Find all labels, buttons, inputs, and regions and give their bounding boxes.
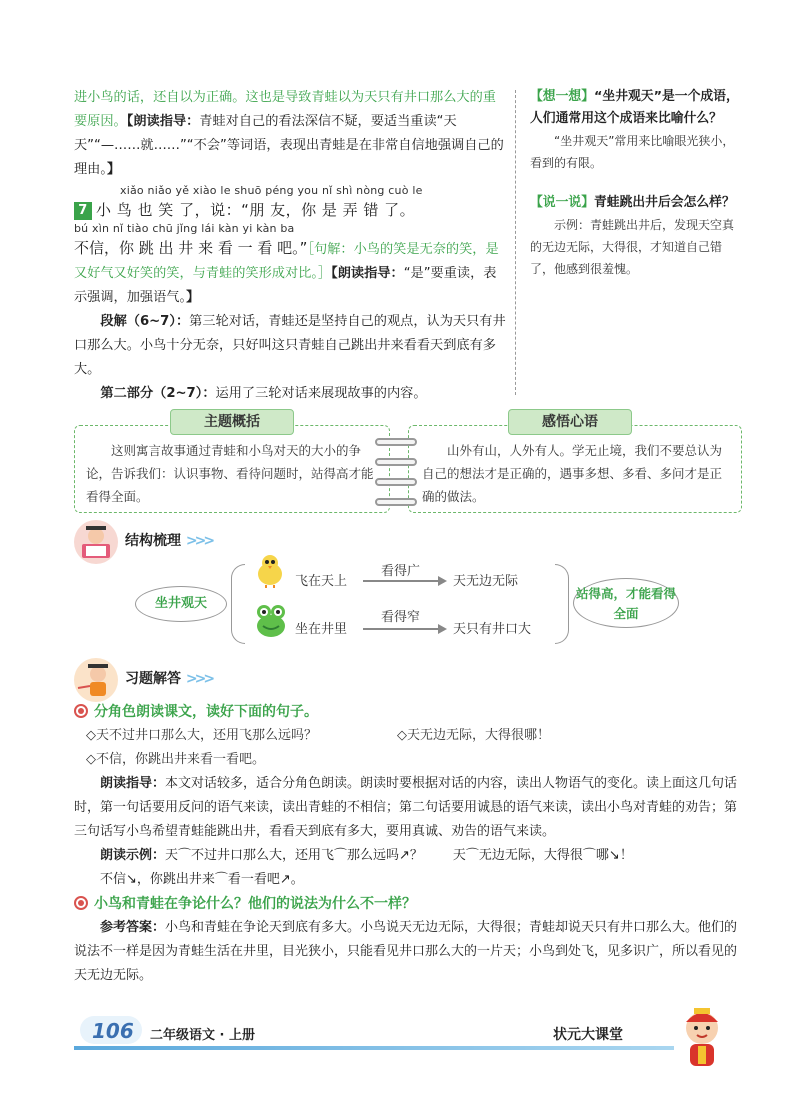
- footer-rule: [74, 1046, 674, 1050]
- arrow-right-icon: [363, 628, 445, 630]
- say-answer: 示例：青蛙跳出井后，发现天空真的无边无际，大得很，才知道自己错了，他感到很羞愧。: [530, 218, 735, 276]
- guide-text: 本文对话较多，适合分角色朗读。朗读时要根据对话的内容，读出人物语气的变化。读上面这几句话时，第一句话要用反问的语气来读，读出青蛙的不相信；第二句话要用诚恳的语气来读，读出小鸟对青蛙的劝告；第三句话写小鸟希望青蛙能跳出井，看看天到底有多大，要用真诚、劝告的语气来读。: [74, 776, 738, 839]
- reading-guide: [74, 772, 742, 844]
- example-line-2: 天⌒无边无际，大得很⌒哪↘！: [452, 848, 633, 863]
- frog-view-label: 看得窄: [381, 610, 421, 625]
- section-summary: [74, 310, 506, 382]
- part-summary: [74, 382, 506, 406]
- exercise-content: [74, 700, 742, 988]
- insight-title: 感悟心语: [508, 409, 632, 435]
- paragraph-7-continued: 不信，你 跳 出 井 来 看 一 看 吧。”［句解：小鸟的笑是无奈的笑，是又好气又好笑的笑，与青蛙的笑形成对比。］【朗读指导：“是”要重读，表示强调，加强语气。】: [74, 239, 499, 305]
- guide-tag: 朗读指导：: [100, 776, 166, 791]
- mascot-icon: [672, 1004, 732, 1076]
- binder-ring: [375, 458, 417, 466]
- binder-ring: [375, 498, 417, 506]
- frog-position-label: 坐在井里: [295, 622, 348, 637]
- book-title: 二年级语文 · 上册: [150, 1028, 255, 1043]
- example-line-3: 不信↘，你跳出井来⌒看一看吧↗。: [100, 872, 304, 887]
- diagram-bracket: [555, 564, 569, 644]
- target-bullet-icon: [74, 896, 88, 910]
- pinyin-line: xiǎo niǎo yě xiào le shuō péng you nǐ shì nòng cuò le: [120, 184, 423, 197]
- summary-tag: 第二部分（2~7）：: [100, 386, 216, 401]
- answer-text: 小鸟和青蛙在争论天到底有多大。小鸟说天无边无际，大得很；青蛙却说天只有井口那么大。他们的说法不一样是因为青蛙生活在井里，目光狭小，只能看见井口那么大的一片天；小鸟到处飞，见多识广，所以看见的天无边无际。: [74, 920, 738, 983]
- text-with-pinyin: 不信，你 跳 出 井 来 看 一 看 吧。”: [74, 239, 308, 257]
- think-question: 【想一想】“坐井观天”是一个成语，人们通常用这个成语来比喻什么？: [530, 89, 739, 126]
- summary-tag: 段解（6~7）：: [100, 314, 190, 329]
- paragraph-number-badge: 7: [74, 202, 92, 220]
- bird-view-label: 看得广: [381, 564, 421, 579]
- say-question: 【说一说】青蛙跳出井后会怎么样？: [530, 195, 735, 210]
- structure-title: 结构梳理 >>>: [125, 533, 213, 549]
- diagram-center-node: 坐井观天: [135, 586, 227, 622]
- bird-result-label: 天无边无际: [453, 574, 519, 589]
- theme-text: 这则寓言故事通过青蛙和小鸟对天的大小的争论，告诉我们：认识事物、看待问题时，站得高才能看得全面。: [86, 443, 374, 504]
- text-with-pinyin: 小 鸟 也 笑 了，说：“朋 友，你 是 弄 错 了。: [96, 201, 416, 219]
- reading-guide-tag: 【朗读指导：: [331, 266, 404, 281]
- main-text-column: [74, 86, 506, 406]
- summary-text: 第三轮对话，青蛙还是坚持自己的观点，认为天只有井口那么大。小鸟十分无奈，只好叫这只青蛙自己跳出井来看看天到底有多大。: [74, 314, 506, 377]
- column-divider: [515, 90, 516, 395]
- brand-name: 状元大课堂: [553, 1027, 623, 1043]
- think-answer: “坐井观天”常用来比喻眼光狭小，看到的有限。: [530, 134, 735, 170]
- practice-sentences: [74, 724, 742, 748]
- page-number: 106: [92, 1019, 134, 1043]
- bird-icon: [253, 552, 287, 588]
- student-pointer-icon: [74, 658, 118, 702]
- exercises-title: 习题解答 >>>: [125, 671, 213, 687]
- reference-answer: [74, 916, 742, 988]
- chevron-icon: >>>: [185, 533, 213, 549]
- practice-sentence-1: ◇天不过井口那么大，还用飞那么远吗？: [86, 728, 317, 743]
- frog-result-label: 天只有井口大: [453, 622, 532, 637]
- sentence-analysis: ［句解：小鸟的笑是无奈的笑，是又好气又好笑的笑，与青蛙的笑形成对比。］: [74, 242, 499, 281]
- frog-icon: [253, 600, 289, 640]
- binder-ring: [375, 438, 417, 446]
- diagram-bracket: [231, 564, 245, 644]
- arrow-right-icon: [363, 580, 445, 582]
- bird-position-label: 飞在天上: [295, 574, 348, 589]
- structure-diagram: [135, 548, 695, 658]
- exercise-question-2: 小鸟和青蛙在争论什么？他们的说法为什么不一样？: [74, 892, 742, 916]
- binder-ring: [375, 478, 417, 486]
- reading-student-icon: [74, 520, 118, 564]
- theme-title: 主题概括: [170, 409, 294, 435]
- question-tag: 【想一想】: [530, 89, 594, 104]
- green-commentary: 进小鸟的话，还自以为正确。这也是导致青蛙以为天只有井口那么大的重要原因。: [74, 90, 496, 129]
- reading-guide-tag: 【朗读指导：: [126, 114, 200, 129]
- target-bullet-icon: [74, 704, 88, 718]
- paragraph-7: [74, 198, 506, 222]
- practice-sentence-3: ◇不信，你跳出井来看一看吧。: [86, 752, 265, 767]
- insight-text: 山外有山，人外有人。学无止境，我们不要总认为自己的想法才是正确的，遇事多想、多看、多问才是正确的做法。: [422, 443, 723, 504]
- answer-tag: 参考答案：: [100, 920, 166, 935]
- chevron-icon: >>>: [185, 671, 213, 687]
- example-line-1: 天⌒不过井口那么大，还用飞⌒那么远吗↗？: [165, 848, 423, 863]
- pinyin-line: bú xìn nǐ tiào chū jǐng lái kàn yi kàn ba: [74, 222, 295, 235]
- summary-text: 运用了三轮对话来展现故事的内容。: [215, 386, 427, 401]
- example-tag: 朗读示例：: [100, 848, 166, 863]
- question-tag: 【说一说】: [530, 195, 594, 210]
- reading-guide-text: 青蛙对自己的看法深信不疑，要适当重读“天天”“—……就……”“不会”等词语，表现出青蛙是在非常自信地强调自己的理由。: [74, 114, 504, 177]
- reading-example: [74, 844, 742, 868]
- exercise-question-1: 分角色朗读课文，读好下面的句子。: [74, 700, 742, 724]
- diagram-conclusion-node: 站得高，才能看得全面: [573, 578, 679, 628]
- side-questions: [530, 86, 742, 280]
- paragraph-continuation: 进小鸟的话，还自以为正确。这也是导致青蛙以为天只有井口那么大的重要原因。【朗读指导：青蛙对自己的看法深信不疑，要适当重读“天天”“—……就……”“不会”等词语，表现出青蛙是在非常自信地强调自己的理由。】: [74, 90, 504, 177]
- practice-sentence-2: ◇天无边无际，大得很哪！: [397, 728, 550, 743]
- reading-guide-text: “是”要重读，表示强调，加强语气。: [74, 266, 497, 305]
